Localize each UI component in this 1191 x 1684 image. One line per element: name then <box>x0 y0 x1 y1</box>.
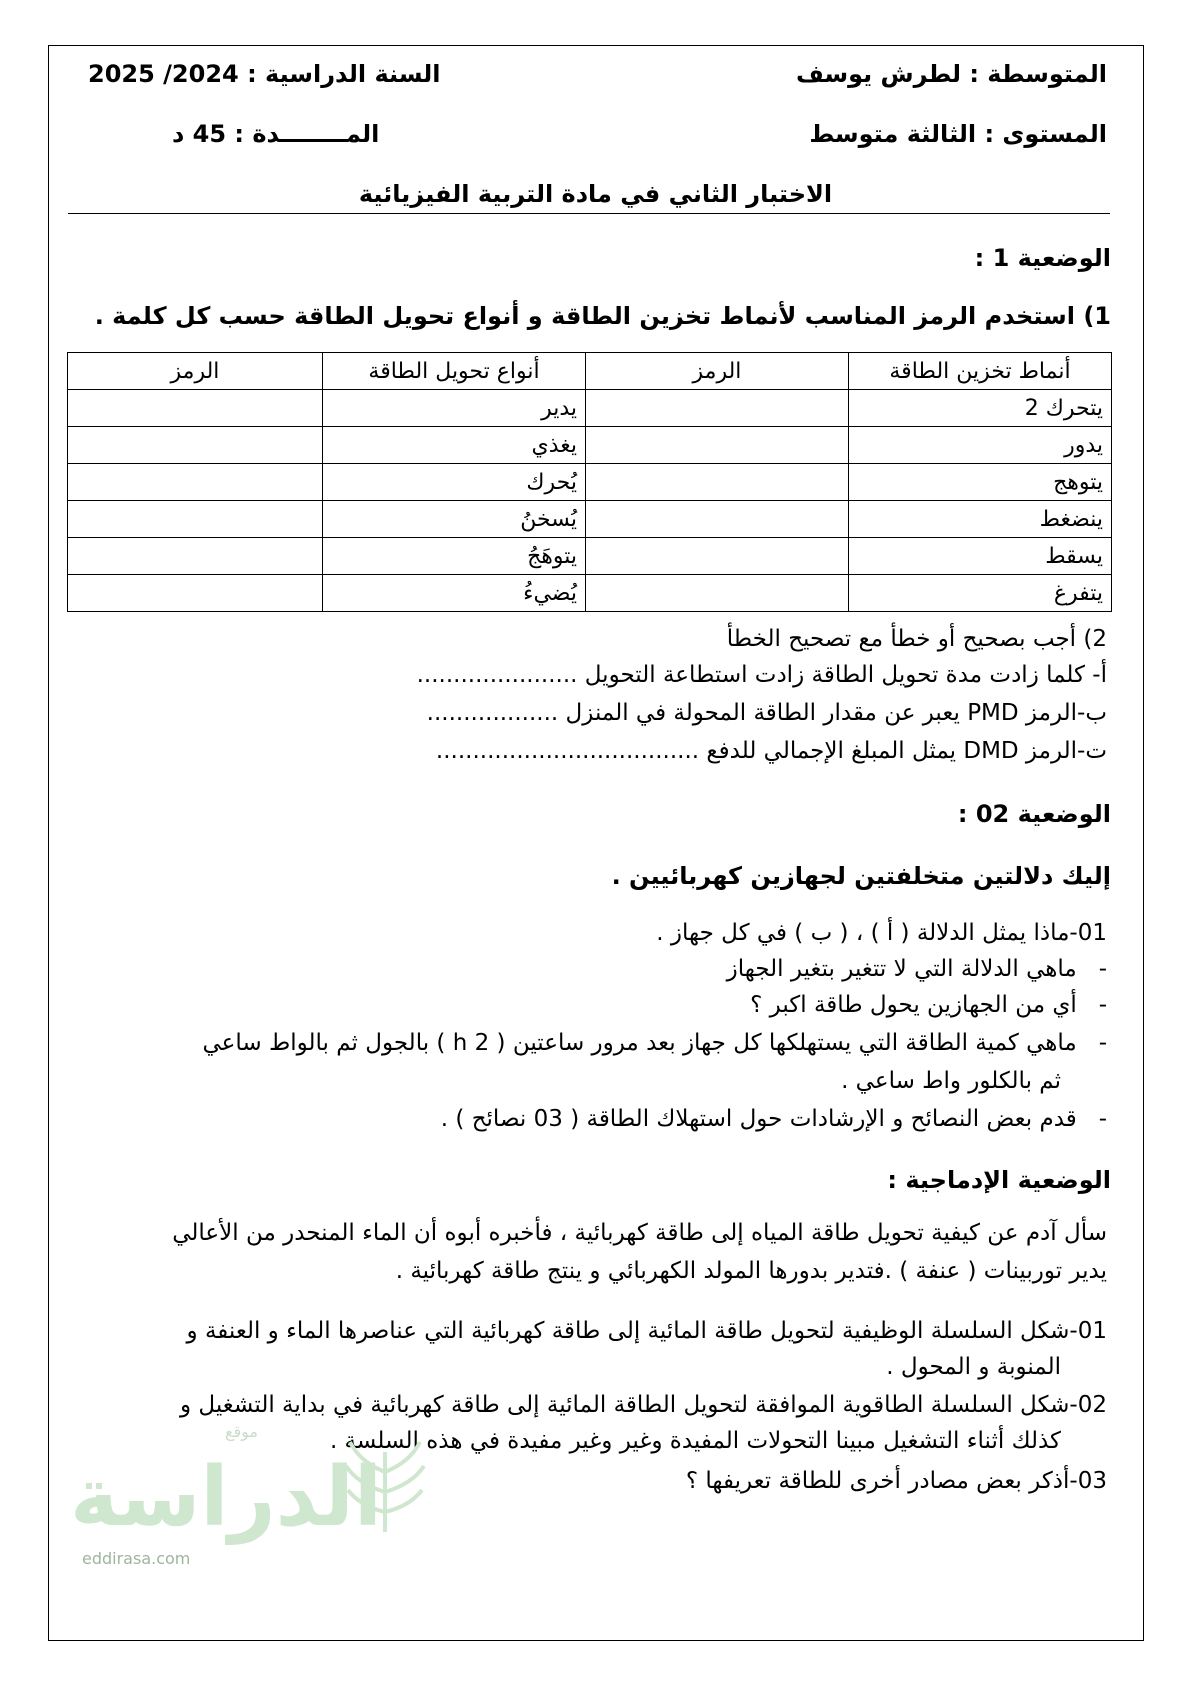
table-cell: يُسخنُ <box>323 501 586 538</box>
situation2-q01: 01-ماذا يمثل الدلالة ( أ ) ، ( ب ) في كل جهاز . <box>656 920 1107 946</box>
school-name: المتوسطة : لطرش يوسف <box>795 60 1107 88</box>
watermark-small-text: موقع <box>225 1422 258 1441</box>
table-cell <box>68 390 323 427</box>
situation1-q2c: ت-الرمز DMD يمثل المبلغ الإجمالي للدفع .................................... <box>435 738 1107 764</box>
table-cell: يتوهَجُ <box>323 538 586 575</box>
table-cell <box>68 501 323 538</box>
table-cell: يدور <box>849 427 1112 464</box>
table-header: أنماط تخزين الطاقة <box>849 353 1112 390</box>
table-cell: يتفرغ <box>849 575 1112 612</box>
table-cell: يُحرك <box>323 464 586 501</box>
level: المستوى : الثالثة متوسط <box>809 120 1107 148</box>
table-cell <box>68 464 323 501</box>
integration-q02-cont: كذلك أثناء التشغيل مبينا التحولات المفيدة وغير وغير مفيدة في هذه السلسة . <box>329 1428 1061 1454</box>
watermark-url: eddirasa.com <box>82 1549 191 1568</box>
table-header: الرمز <box>68 353 323 390</box>
situation1-heading: الوضعية 1 : <box>974 244 1111 272</box>
table-cell <box>586 501 849 538</box>
exam-title: الاختبار الثاني في مادة التربية الفيزيائية <box>358 180 833 208</box>
situation2-intro: إليك دلالتين متخلفتين لجهازين كهربائيين . <box>611 862 1111 890</box>
table-row <box>68 538 1112 575</box>
integration-q02: 02-شكل السلسلة الطاقوية الموافقة لتحويل الطاقة المائية إلى طاقة كهربائية في بداية التشغيل و <box>180 1392 1107 1418</box>
integration-q03: 03-أذكر بعض مصادر أخرى للطاقة تعريفها ؟ <box>685 1468 1107 1494</box>
table-cell <box>586 464 849 501</box>
situation1-q2b: ب-الرمز PMD يعبر عن مقدار الطاقة المحولة في المنزل .................. <box>426 700 1107 726</box>
table-row <box>68 464 1112 501</box>
situation1-q2a: أ- كلما زادت مدة تحويل الطاقة زادت استطاعة التحويل ...................... <box>416 662 1107 688</box>
table-cell: يتحرك 2 <box>849 390 1112 427</box>
integration-para2: يدير توربينات ( عنفة ) .فتدير بدورها المولد الكهربائي و ينتج طاقة كهربائية . <box>395 1258 1107 1284</box>
table-row <box>68 390 1112 427</box>
list-item: - ماهي كمية الطاقة التي يستهلكها كل جهاز بعد مرور ساعتين ( 2 h ) بالجول ثم بالواط ساعي <box>202 1030 1107 1056</box>
table-cell: يتوهج <box>849 464 1112 501</box>
table-cell: يُضيءُ <box>323 575 586 612</box>
list-item: - أي من الجهازين يحول طاقة اكبر ؟ <box>750 992 1107 1018</box>
integration-q01: 01-شكل السلسلة الوظيفية لتحويل طاقة المائية إلى طاقة كهربائية التي عناصرها الماء و العنفة و <box>186 1318 1107 1344</box>
header-divider <box>68 213 1110 214</box>
table-row <box>68 501 1112 538</box>
table-cell <box>586 390 849 427</box>
table-cell <box>68 538 323 575</box>
table-cell <box>68 575 323 612</box>
table-header: الرمز <box>586 353 849 390</box>
energy-table <box>67 352 1112 612</box>
school-year: السنة الدراسية : 2024/ 2025 <box>88 60 441 88</box>
table-cell <box>586 575 849 612</box>
table-row <box>68 427 1112 464</box>
table-header: أنواع تحويل الطاقة <box>323 353 586 390</box>
table-row <box>68 575 1112 612</box>
table-cell: يدير <box>323 390 586 427</box>
list-item-continuation: ثم بالكلور واط ساعي . <box>841 1068 1061 1094</box>
book-leaf-icon <box>340 1432 430 1542</box>
integration-para1: سأل آدم عن كيفية تحويل طاقة المياه إلى طاقة كهربائية ، فأخبره أبوه أن الماء المنحدر من الأعالي <box>172 1220 1107 1246</box>
situation1-q1: 1) استخدم الرمز المناسب لأنماط تخزين الطاقة و أنواع تحويل الطاقة حسب كل كلمة . <box>94 302 1111 330</box>
list-item: - ماهي الدلالة التي لا تتغير بتغير الجهاز <box>726 956 1107 982</box>
table-cell: يغذي <box>323 427 586 464</box>
table-cell <box>586 538 849 575</box>
list-item: - قدم بعض النصائح و الإرشادات حول استهلاك الطاقة ( 03 نصائح ) . <box>440 1106 1107 1132</box>
table-cell: يسقط <box>849 538 1112 575</box>
duration: المــــــــدة : 45 د <box>172 120 380 148</box>
integration-heading: الوضعية الإدماجية : <box>887 1166 1111 1194</box>
situation2-heading: الوضعية 02 : <box>957 800 1111 828</box>
table-cell <box>68 427 323 464</box>
table-cell: ينضغط <box>849 501 1112 538</box>
watermark-brand: الدراسة <box>70 1450 382 1545</box>
table-header-row <box>68 353 1112 390</box>
integration-q01-cont: المنوبة و المحول . <box>886 1354 1061 1380</box>
table-cell <box>586 427 849 464</box>
situation1-q2: 2) أجب بصحيح أو خطأ مع تصحيح الخطأ <box>726 626 1107 652</box>
